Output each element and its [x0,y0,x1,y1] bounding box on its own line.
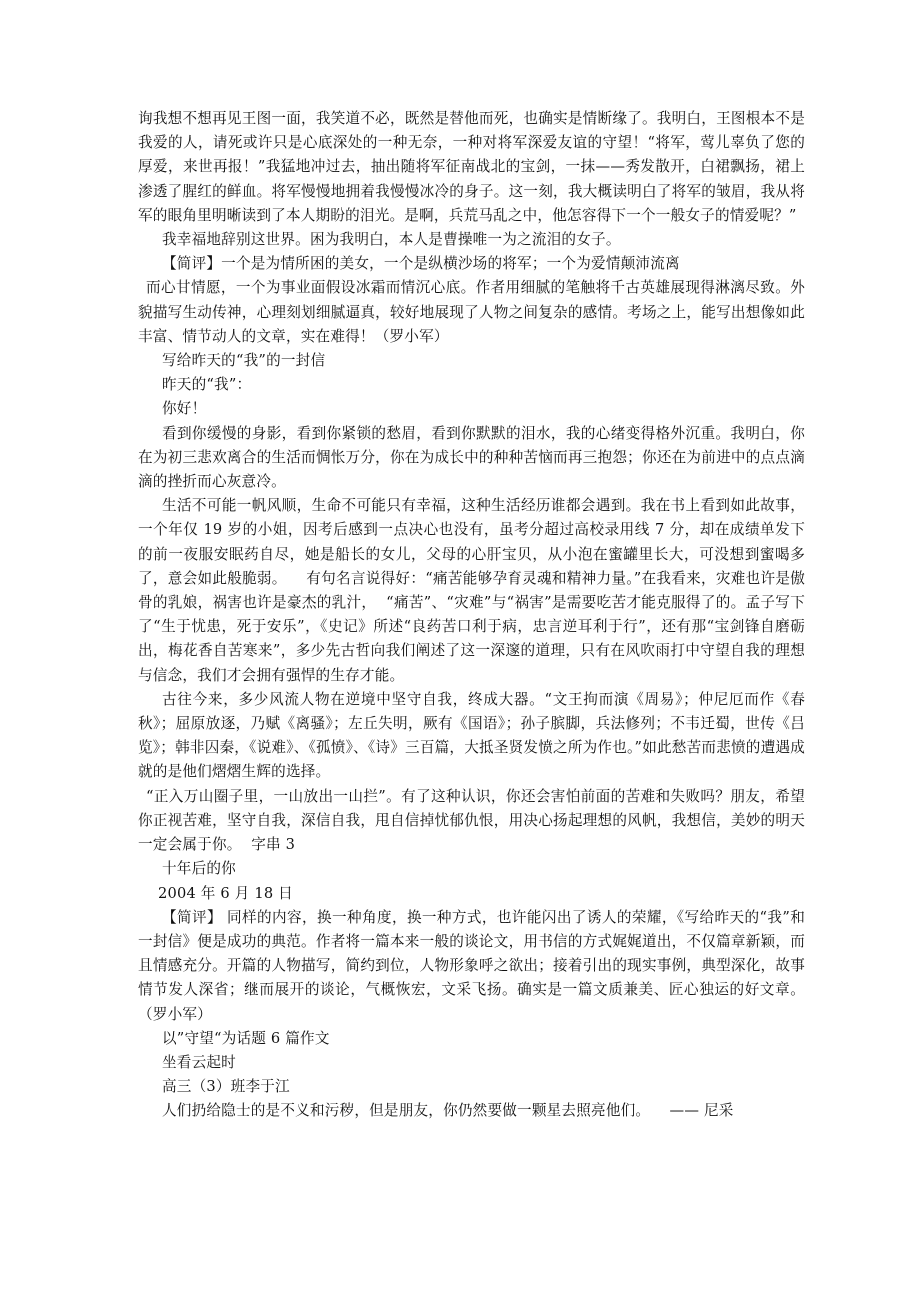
letter-paragraph-3: 古往今来，多少风流人物在逆境中坚守自我，终成大器。“文王拘而演《周易》；仲尼厄而作《春秋》；屈原放逐，乃赋《离骚》；左丘失明，厥有《国语》；孙子膑脚，兵法修列；不韦迁蜀，世传《吕览》；韩非囚秦，《说难》、《孤愤》、《诗》三百篇，大抵圣贤发愤之所为作也。”如此愁苦而悲愤的遭遇成就的是他们熠熠生辉的选择。 [138,690,805,781]
letter-signature: 十年后的你 [162,860,236,878]
story-farewell-line: 我幸福地辞别这世界。困为我明白，本人是曹操唯一为之流泪的女子。 [162,231,621,249]
essay-3-author: 高三（3）班李于江 [162,1078,290,1096]
section-heading: 以”守望“为话题 6 篇作文 [162,1029,330,1047]
letter-date: 2004 年 6 月 18 日 [158,884,293,902]
letter-paragraph-2: 生活不可能一帆风顺，生命不可能只有幸福，这种生活经历谁都会遇到。我在书上看到如此故事，一个年仅 19 岁的小姐，因考后感到一点决心也没有，虽考分超过高校录用线 7 分，却在成绩单发下的前一夜服安眠药自尽，她是船长的女儿，父母的心肝宝贝，从小泡在蜜罐里长大，可没想到蜜喝多了，意会如此般脆弱。 有句名言说得好：“痛苦能够孕育灵魂和精神力量。”在我看来，灾难也许是傲骨的乳娘，祸害也许是豪杰的乳汁， “痛苦”、“灾难”与“祸害”是需要吃苦才能克服得了的。孟子写下了“生于忧患，死于安乐”，《史记》所述“良药苦口利于病，忠言逆耳利于行”，还有那“宝剑锋自磨砺出，梅花香自苦寒来”，多少先古哲向我们阐述了这一深邃的道理，只有在风吹雨打中守望自我的理想与信念，我们才会拥有强悍的生存才能。 [138,497,805,684]
essay-3-epigraph: 人们扔给隐士的是不义和污秽，但是朋友，你仍然要做一颗星去照亮他们。 —— 尼采 [162,1102,734,1120]
comment-1-heading: 【简评】一个是为情所困的美女，一个是纵横沙场的将军；一个为爱情颠沛流离 [162,255,680,273]
letter-paragraph-4: “正入万山圈子里，一山放出一山拦”。有了这种认识，你还会害怕前面的苦难和失败吗？朋友，希望你正视苦难，坚守自我，深信自我，甩自信掉忧郁仇恨，用决心扬起理想的风帆，我想信，美妙的明天一定会属于你。 字串 3 [138,787,805,854]
letter-paragraph-1: 看到你缓慢的身影，看到你紧锁的愁眉，看到你默默的泪水，我的心绪变得格外沉重。我明白，你在为初三悲欢离合的生活而惆怅万分，你在为成长中的种种苦恼而再三抱怨；你还在为前进中的点点滴滴的挫折而心灰意冷。 [138,424,805,491]
story-ending-paragraph: 询我想不想再见王图一面，我笑道不必，既然是替他而死，也确实是情断缘了。我明白，王图根本不是我爱的人，请死或许只是心底深处的一种无奈，一种对将军深爱友谊的守望！“将军，莺儿辜负了您的厚爱，来世再报！”我猛地冲过去，抽出随将军征南战北的宝剑，一抹——秀发散开，白裙飘扬，裙上渗透了腥红的鲜血。将军慢慢地拥着我慢慢冰冷的身子。这一刻，我大概读明白了将军的皱眉，我从将军的眼角里明晰读到了本人期盼的泪光。是啊，兵荒马乱之中，他怎容得下一个一般女子的情爱呢？” [138,110,805,224]
essay-3-title: 坐看云起时 [162,1053,236,1071]
comment-2: 【简评】 同样的内容，换一种角度，换一种方式，也许能闪出了诱人的荣耀，《写给昨天的“我”和一封信》便是成功的典范。作者将一篇本来一般的谈论文，用书信的方式娓娓道出，不仅篇章新颖，而且情感充分。开篇的人物描写，简约到位，人物形象呼之欲出；接着引出的现实事例，典型深化，故事情节发人深省；继而展开的谈论，气概恢宏，文采飞扬。确实是一篇文质兼美、匠心独运的好文章。（罗小军） [138,908,805,1023]
comment-1-body: 而心甘情愿，一个为事业面假设冰霜而情沉心底。作者用细腻的笔触将千古英雄展现得淋漓尽致。外貌描写生动传神，心理刻划细腻逼真，较好地展现了人物之间复杂的感情。考场之上，能写出想像如此丰富、情节动人的文章，实在难得！（罗小军） [138,279,805,345]
letter-salutation: 昨天的“我”： [162,376,252,394]
essay-2-title: 写给昨天的“我”的一封信 [162,352,326,370]
letter-greeting: 你好！ [162,400,207,418]
